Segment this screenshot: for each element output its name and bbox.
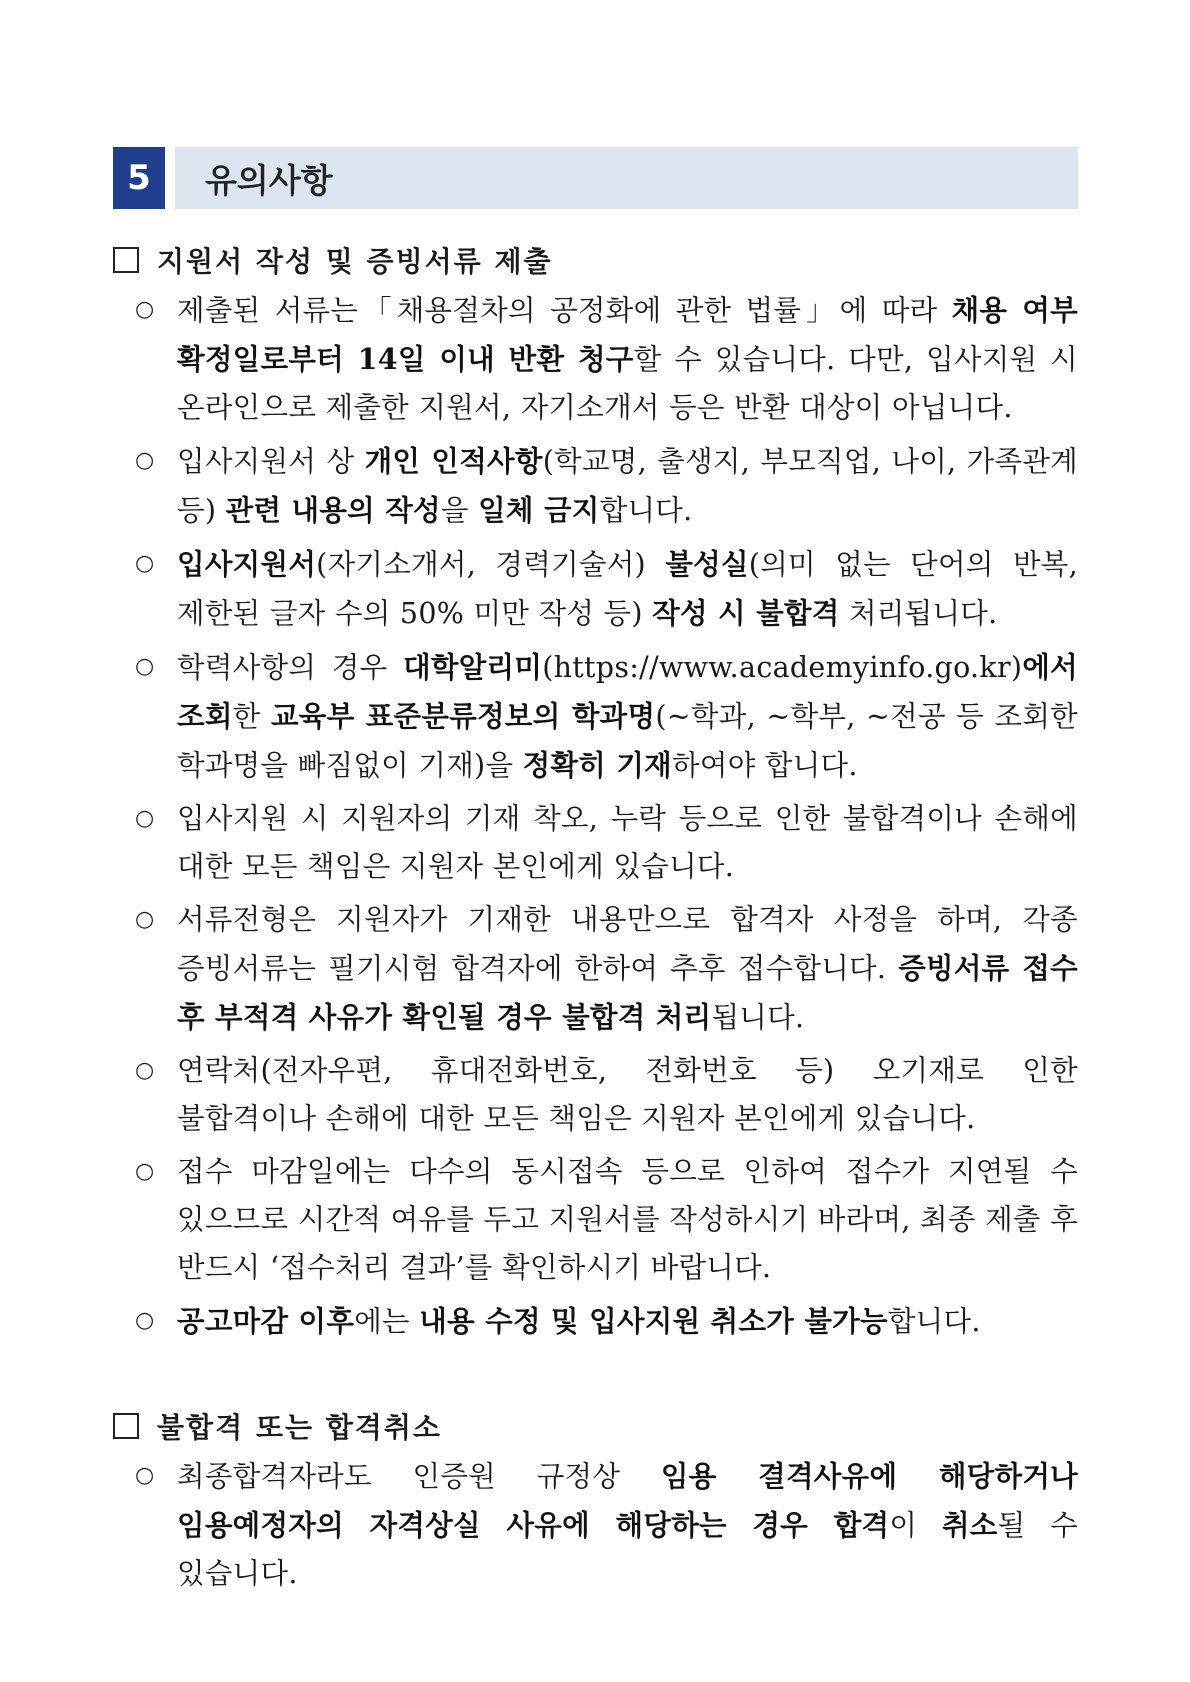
list-item-text: 입사지원 시 지원자의 기재 착오, 누락 등으로 인한 불합격이나 손해에 대한 모든 책임은 지원자 본인에게 있습니다. xyxy=(177,802,1078,883)
bullet-circle-icon: ○ xyxy=(135,551,155,576)
bullet-circle-icon: ○ xyxy=(135,1308,155,1333)
list-item-text: 제출된 서류는「채용절차의 공정화에 관한 법률」에 따라 채용 여부 확정일로부터 14일 이내 반환 청구할 수 있습니다. 다만, 입사지원 시 온라인으로 제출한 지원서, 자기소개서 등은 반환 대상이 아닙니다. xyxy=(177,293,1078,424)
section-number: 5 xyxy=(113,147,165,209)
list-item xyxy=(113,795,1078,891)
list-item xyxy=(113,540,1078,638)
list-item xyxy=(113,286,1078,432)
bullet-circle-icon: ○ xyxy=(135,806,155,831)
list-item-text: 접수 마감일에는 다수의 동시접속 등으로 인하여 접수가 지연될 수 있으므로 시간적 여유를 두고 지원서를 작성하시기 바라며, 최종 제출 후 반드시 ‘접수처리 결과’를 확인하시기 바랍니다. xyxy=(177,1155,1078,1284)
list-item xyxy=(113,896,1078,1042)
list-item-text: 서류전형은 지원자가 기재한 내용만으로 합격자 사정을 하며, 각종 증빙서류는 필기시험 합격자에 한하여 추후 접수합니다. 증빙서류 접수 후 부적격 사유가 확인될 경우 불합격 처리됩니다. xyxy=(177,903,1078,1034)
section-header xyxy=(113,147,1078,209)
subsection-application xyxy=(113,238,1078,1351)
list-item xyxy=(113,1148,1078,1292)
list-item-text: 연락처(전자우편, 휴대전화번호, 전화번호 등) 오기재로 인한 불합격이나 손해에 대한 모든 책임은 지원자 본인에게 있습니다. xyxy=(177,1054,1078,1135)
bullet-circle-icon: ○ xyxy=(135,448,155,473)
list-item-text: 입사지원서 상 개인 인적사항(학교명, 출생지, 부모직업, 나이, 가족관계 등) 관련 내용의 작성을 일체 금지합니다. xyxy=(177,444,1078,527)
list-item-text: 학력사항의 경우 대학알리미(https://www.academyinfo.go.kr)에서 조회한 교육부 표준분류정보의 학과명(~학과, ~학부, ~전공 등 조회한 학과명을 빠짐없이 기재)을 정확히 기재하여야 합니다. xyxy=(177,650,1078,782)
checkbox-square-icon xyxy=(113,1413,139,1439)
list-item xyxy=(113,1297,1078,1346)
subsection-title: 불합격 또는 합격취소 xyxy=(113,1404,1078,1448)
list-item-text: 공고마감 이후에는 내용 수정 및 입사지원 취소가 불가능합니다. xyxy=(177,1304,981,1338)
item-list xyxy=(113,286,1078,1346)
list-item xyxy=(113,437,1078,535)
section-title: 유의사항 xyxy=(175,147,1078,209)
bullet-circle-icon: ○ xyxy=(135,1159,155,1184)
list-item-text: 최종합격자라도 인증원 규정상 임용 결격사유에 해당하거나 임용예정자의 자격상실 사유에 해당하는 경우 합격이 취소될 수 있습니다. xyxy=(177,1459,1078,1590)
subsection-title: 지원서 작성 및 증빙서류 제출 xyxy=(113,238,1078,282)
list-item xyxy=(113,1452,1078,1598)
subsection-disqualification xyxy=(113,1404,1078,1603)
checkbox-square-icon xyxy=(113,247,139,273)
bullet-circle-icon: ○ xyxy=(135,297,155,322)
bullet-circle-icon: ○ xyxy=(135,1463,155,1488)
bullet-circle-icon: ○ xyxy=(135,654,155,679)
bullet-circle-icon: ○ xyxy=(135,1058,155,1083)
list-item xyxy=(113,1047,1078,1143)
list-item xyxy=(113,643,1078,790)
bullet-circle-icon: ○ xyxy=(135,907,155,932)
list-item-text: 입사지원서(자기소개서, 경력기술서) 불성실(의미 없는 단어의 반복, 제한된 글자 수의 50% 미만 작성 등) 작성 시 불합격 처리됩니다. xyxy=(177,547,1078,630)
item-list xyxy=(113,1452,1078,1598)
